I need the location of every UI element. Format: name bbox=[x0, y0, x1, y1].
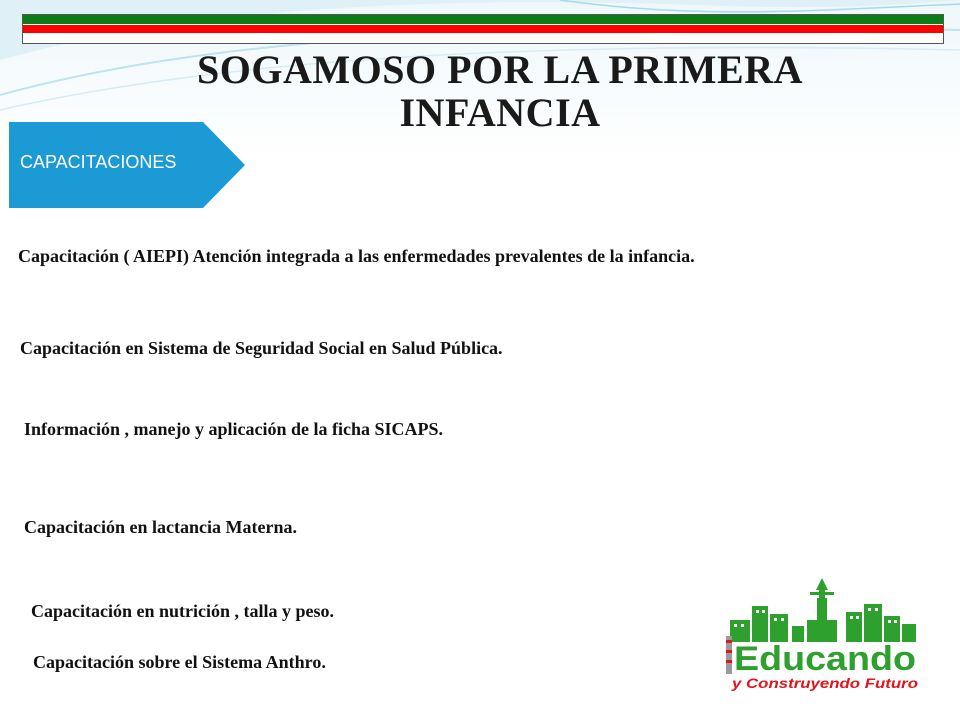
colombian-flag-banner bbox=[22, 14, 944, 44]
slide-title bbox=[100, 48, 900, 134]
capacitacion-item: Capacitación en Sistema de Seguridad Social en Salud Pública. bbox=[20, 338, 503, 358]
capacitacion-item: Capacitación ( AIEPI) Atención integrada a las enfermedades prevalentes de la infancia. bbox=[18, 246, 695, 266]
title-line-1: SOGAMOSO POR LA PRIMERA bbox=[197, 47, 803, 92]
educando-logo bbox=[722, 576, 922, 694]
pencil-icon bbox=[726, 636, 732, 674]
logo-main-text: Educando bbox=[734, 640, 916, 678]
capacitacion-item: Información , manejo y aplicación de la ficha SICAPS. bbox=[24, 419, 444, 439]
section-label: CAPACITACIONES bbox=[20, 152, 177, 172]
flag-green-stripe bbox=[23, 15, 943, 24]
capacitacion-item: Capacitación en lactancia Materna. bbox=[24, 517, 297, 537]
flag-red-stripe bbox=[23, 25, 943, 33]
capacitacion-item: Capacitación en nutrición , talla y peso. bbox=[31, 601, 335, 621]
logo-sub-text: y Construyendo Futuro bbox=[730, 675, 919, 691]
title-line-2: INFANCIA bbox=[399, 90, 601, 135]
capacitacion-item: Capacitación sobre el Sistema Anthro. bbox=[33, 652, 326, 672]
